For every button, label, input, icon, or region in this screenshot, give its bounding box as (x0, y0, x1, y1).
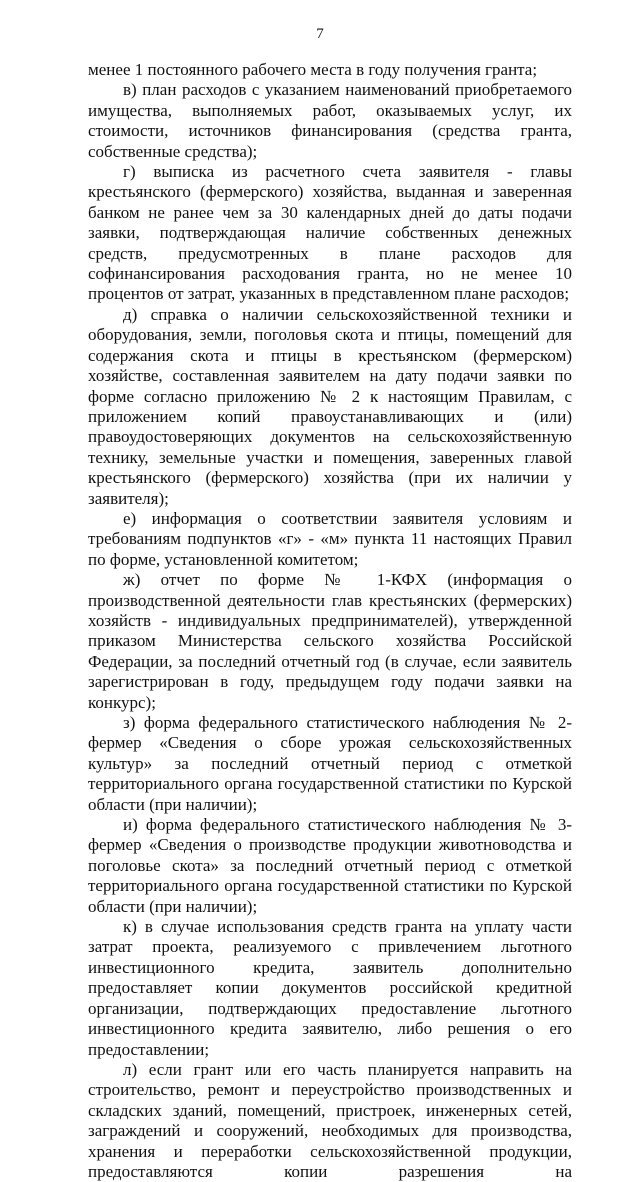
paragraph-d-equipment-certificate: д) справка о наличии сельскохозяйственной техники и оборудования, земли, поголовья скота и птицы, помещений для содержания скота и птицы в крестьянском (фермерском) хозяйстве, составленная заявителем на дату подачи заявки по форме согласно приложению № 2 к настоящим Правилам, с приложением копий правоустанавливающих и (или) правоудостоверяющих документов на сельскохозяйственную технику, земельные участки и помещения, заверенных главой крестьянского (фермерского) хозяйства (при их наличии у заявителя); (88, 304, 572, 508)
paragraph-v-expense-plan: в) план расходов с указанием наименований приобретаемого имущества, выполняемых работ, оказываемых услуг, их стоимости, источников финансирования (средства гранта, собственные средства); (88, 80, 572, 161)
paragraph-z-harvest-form: з) форма федерального статистического наблюдения № 2-фермер «Сведения о сборе урожая сельскохозяйственных культур» за последний отчетный период с отметкой территориального органа государственной статистики по Курской области (при наличии); (88, 713, 572, 814)
document-body (88, 60, 572, 1182)
paragraph-g-bank-statement: г) выписка из расчетного счета заявителя - главы крестьянского (фермерского) хозяйства, выданная и заверенная банком не ранее чем за 30 календарных дней до даты подачи заявки, подтверждающая наличие собственных денежных средств, предусмотренных в плане расходов для софинансирования расходования гранта, но не менее 10 процентов от затрат, указанных в представленном плане расходов; (88, 162, 572, 304)
paragraph-e-compliance-info: е) информация о соответствии заявителя условиям и требованиям подпунктов «г» - «м» пункта 11 настоящих Правил по форме, установленной комитетом; (88, 508, 572, 569)
paragraph-l-construction-permits: л) если грант или его часть планируется направить на строительство, ремонт и переустройство производственных и складских зданий, помещений, пристроек, инженерных сетей, заграждений и сооружений, необходимых для производства, хранения и переработки сельскохозяйственной продукции, предоставляются копии разрешения на (88, 1059, 572, 1181)
paragraph-k-credit-documents: к) в случае использования средств гранта на уплату части затрат проекта, реализуемого с привлечением льготного инвестиционного кредита, заявитель дополнительно предоставляет копии документов российской кредитной организации, подтверждающих предоставление льготного инвестиционного кредита заявителю, либо решения о его предоставлении; (88, 917, 572, 1059)
paragraph-zh-kfh-report: ж) отчет по форме № 1-КФХ (информация о производственной деятельности глав крестьянских (фермерских) хозяйств - индивидуальных предпринимателей), утвержденной приказом Министерства сельского хозяйства Российской Федерации, за последний отчетный год (в случае, если заявитель зарегистрирован в году, предыдущем году подачи заявки на конкурс); (88, 570, 572, 712)
page-number: 7 (316, 26, 324, 42)
paragraph-continuation: менее 1 постоянного рабочего места в году получения гранта; (88, 60, 538, 79)
paragraph-i-livestock-form: и) форма федерального статистического наблюдения № 3-фермер «Сведения о производстве продукции животноводства и поголовье скота» за последний отчетный период с отметкой территориального органа государственной статистики по Курской области (при наличии); (88, 815, 572, 916)
